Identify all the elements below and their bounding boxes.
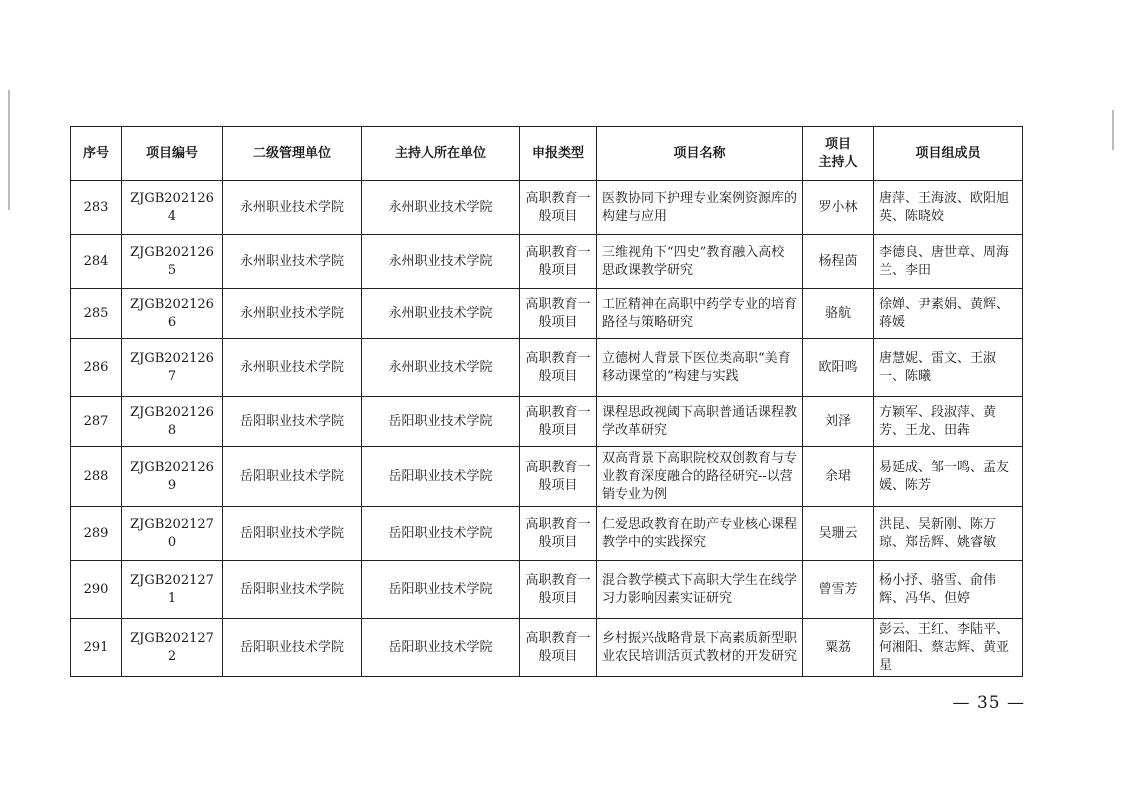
cell-name: 三维视角下“四史”教育融入高校思政课教学研究 xyxy=(597,235,803,289)
cell-code: ZJGB2021271 xyxy=(122,561,223,619)
cell-host-unit: 永州职业技术学院 xyxy=(362,235,520,289)
scan-edge-mark xyxy=(1112,110,1114,150)
header-seq: 序号 xyxy=(71,127,122,181)
cell-name: 双高背景下高职院校双创教育与专业教育深度融合的路径研究--以营销专业为例 xyxy=(597,447,803,507)
cell-type: 高职教育一般项目 xyxy=(520,447,597,507)
cell-name: 课程思政视阈下高职普通话课程教学改革研究 xyxy=(597,397,803,447)
cell-seq: 283 xyxy=(71,181,122,235)
cell-members: 杨小抒、骆雪、俞伟辉、冯华、但婷 xyxy=(874,561,1023,619)
cell-name: 乡村振兴战略背景下高素质新型职业农民培训活页式教材的开发研究 xyxy=(597,619,803,677)
cell-code: ZJGB2021272 xyxy=(122,619,223,677)
table-row xyxy=(71,447,1023,507)
cell-host-unit: 岳阳职业技术学院 xyxy=(362,447,520,507)
cell-leader: 曾雪芳 xyxy=(803,561,874,619)
cell-unit: 永州职业技术学院 xyxy=(223,181,362,235)
table-row xyxy=(71,181,1023,235)
cell-code: ZJGB2021269 xyxy=(122,447,223,507)
cell-type: 高职教育一般项目 xyxy=(520,561,597,619)
cell-leader: 罗小林 xyxy=(803,181,874,235)
cell-leader: 杨程茵 xyxy=(803,235,874,289)
cell-seq: 287 xyxy=(71,397,122,447)
cell-host-unit: 岳阳职业技术学院 xyxy=(362,397,520,447)
cell-code: ZJGB2021268 xyxy=(122,397,223,447)
cell-unit: 岳阳职业技术学院 xyxy=(223,397,362,447)
cell-host-unit: 永州职业技术学院 xyxy=(362,289,520,339)
cell-name: 立德树人背景下医位类高职“美育移动课堂的”构建与实践 xyxy=(597,339,803,397)
cell-members: 徐婵、尹素娟、黄辉、蒋媛 xyxy=(874,289,1023,339)
table-row xyxy=(71,507,1023,561)
header-leader xyxy=(803,127,874,181)
cell-members: 洪昆、吴新刚、陈万琼、郑岳辉、姚睿敏 xyxy=(874,507,1023,561)
cell-type: 高职教育一般项目 xyxy=(520,339,597,397)
project-list-table xyxy=(70,126,1023,677)
table-row xyxy=(71,619,1023,677)
cell-seq: 289 xyxy=(71,507,122,561)
header-code: 项目编号 xyxy=(122,127,223,181)
cell-name: 混合教学模式下高职大学生在线学习力影响因素实证研究 xyxy=(597,561,803,619)
cell-host-unit: 岳阳职业技术学院 xyxy=(362,561,520,619)
cell-members: 李德良、唐世章、周海兰、李田 xyxy=(874,235,1023,289)
header-unit: 二级管理单位 xyxy=(223,127,362,181)
cell-code: ZJGB2021270 xyxy=(122,507,223,561)
cell-name: 仁爱思政教育在助产专业核心课程教学中的实践探究 xyxy=(597,507,803,561)
cell-type: 高职教育一般项目 xyxy=(520,181,597,235)
cell-host-unit: 永州职业技术学院 xyxy=(362,339,520,397)
table-header-row xyxy=(71,127,1023,181)
cell-leader: 吴珊云 xyxy=(803,507,874,561)
cell-type: 高职教育一般项目 xyxy=(520,397,597,447)
cell-name: 医教协同下护理专业案例资源库的构建与应用 xyxy=(597,181,803,235)
cell-leader: 粟荔 xyxy=(803,619,874,677)
table-row xyxy=(71,339,1023,397)
cell-leader: 骆航 xyxy=(803,289,874,339)
cell-type: 高职教育一般项目 xyxy=(520,619,597,677)
header-name: 项目名称 xyxy=(597,127,803,181)
cell-members: 唐萍、王海波、欧阳旭英、陈晓姣 xyxy=(874,181,1023,235)
cell-members: 方颖军、段淑萍、黄芳、王龙、田犇 xyxy=(874,397,1023,447)
scan-edge-mark xyxy=(8,90,10,210)
cell-type: 高职教育一般项目 xyxy=(520,289,597,339)
cell-seq: 284 xyxy=(71,235,122,289)
cell-code: ZJGB2021265 xyxy=(122,235,223,289)
cell-members: 唐慧妮、雷文、王淑一、陈曦 xyxy=(874,339,1023,397)
table-row xyxy=(71,561,1023,619)
cell-members: 彭云、王红、李陆平、何湘阳、蔡志辉、黄亚星 xyxy=(874,619,1023,677)
cell-code: ZJGB2021264 xyxy=(122,181,223,235)
cell-unit: 岳阳职业技术学院 xyxy=(223,507,362,561)
table-row xyxy=(71,235,1023,289)
header-members: 项目组成员 xyxy=(874,127,1023,181)
cell-seq: 285 xyxy=(71,289,122,339)
cell-code: ZJGB2021267 xyxy=(122,339,223,397)
cell-unit: 永州职业技术学院 xyxy=(223,339,362,397)
cell-leader: 欧阳鸣 xyxy=(803,339,874,397)
cell-seq: 288 xyxy=(71,447,122,507)
header-leader-line1: 项目 xyxy=(824,136,851,152)
cell-host-unit: 岳阳职业技术学院 xyxy=(362,507,520,561)
cell-unit: 岳阳职业技术学院 xyxy=(223,447,362,507)
table-body xyxy=(71,181,1023,677)
cell-unit: 永州职业技术学院 xyxy=(223,235,362,289)
header-type: 申报类型 xyxy=(520,127,597,181)
cell-leader: 余珺 xyxy=(803,447,874,507)
cell-unit: 岳阳职业技术学院 xyxy=(223,561,362,619)
cell-name: 工匠精神在高职中药学专业的培育路径与策略研究 xyxy=(597,289,803,339)
cell-seq: 286 xyxy=(71,339,122,397)
cell-type: 高职教育一般项目 xyxy=(520,235,597,289)
table-row xyxy=(71,289,1023,339)
cell-seq: 290 xyxy=(71,561,122,619)
cell-members: 易延成、邹一鸣、孟友媛、陈芳 xyxy=(874,447,1023,507)
cell-leader: 刘泽 xyxy=(803,397,874,447)
header-host-unit: 主持人所在单位 xyxy=(362,127,520,181)
cell-code: ZJGB2021266 xyxy=(122,289,223,339)
cell-seq: 291 xyxy=(71,619,122,677)
cell-type: 高职教育一般项目 xyxy=(520,507,597,561)
header-leader-line2: 主持人 xyxy=(818,154,858,170)
table-row xyxy=(71,397,1023,447)
page-number: — 35 — xyxy=(952,693,1025,713)
cell-host-unit: 岳阳职业技术学院 xyxy=(362,619,520,677)
cell-unit: 永州职业技术学院 xyxy=(223,289,362,339)
cell-host-unit: 永州职业技术学院 xyxy=(362,181,520,235)
cell-unit: 岳阳职业技术学院 xyxy=(223,619,362,677)
